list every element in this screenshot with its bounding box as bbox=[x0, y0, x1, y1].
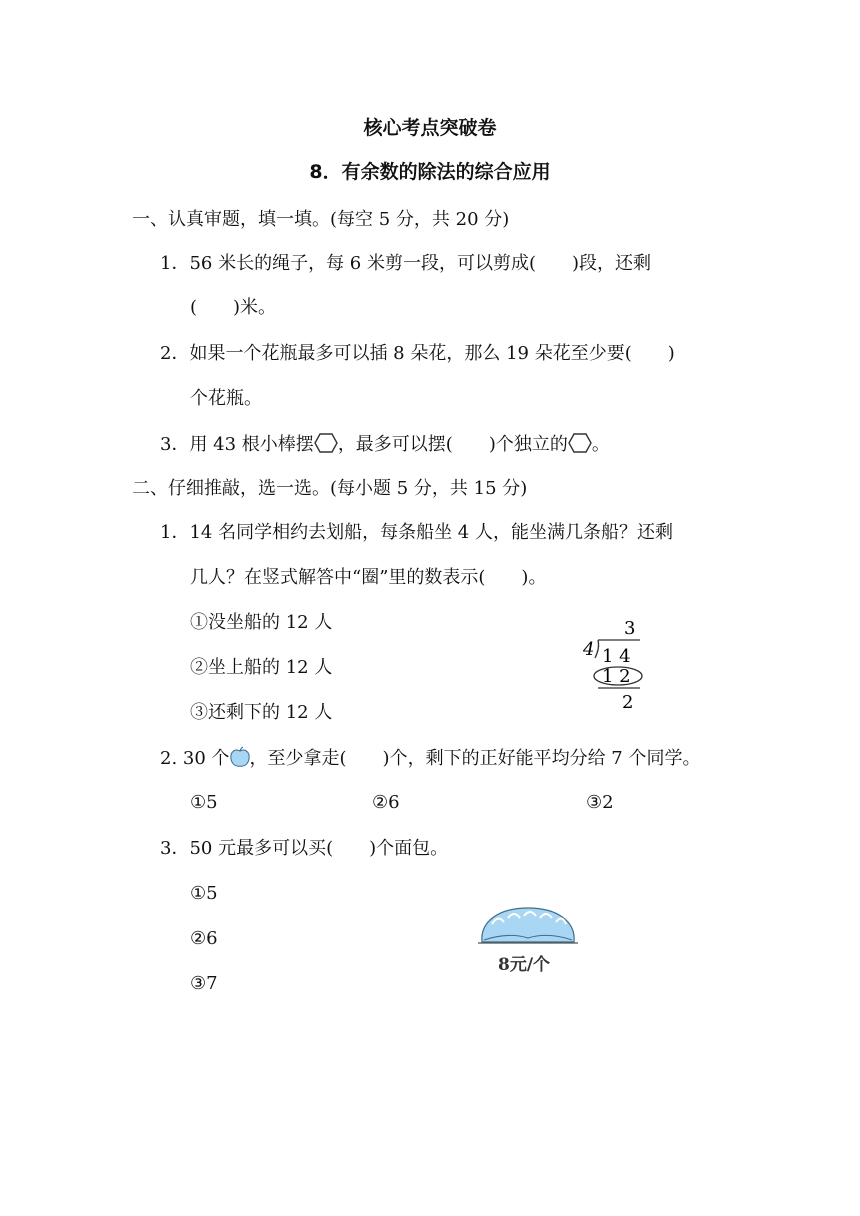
division-divisor: 4 bbox=[583, 639, 595, 660]
section1-heading: 一、认真审题，填一填。(每空 5 分，共 20 分) bbox=[132, 209, 510, 230]
division-product: 1 2 bbox=[602, 666, 631, 687]
s2-q1-line1: 1．14 名同学相约去划船，每条船坐 4 人，能坐满几条船？还剩 bbox=[160, 522, 673, 543]
s1-q1-line1: 1．56 米长的绳子，每 6 米剪一段，可以剪成( )段，还剩 bbox=[160, 253, 652, 274]
division-remainder: 2 bbox=[622, 692, 634, 712]
long-division bbox=[578, 612, 658, 712]
s2-q1-option-2: ②坐上船的 12 人 bbox=[190, 657, 333, 678]
page-title: 核心考点突破卷 bbox=[363, 117, 497, 139]
section2-heading: 二、仔细推敲，选一选。(每小题 5 分，共 15 分) bbox=[132, 478, 528, 499]
division-quotient: 3 bbox=[624, 618, 636, 639]
s1-q2-line1: 2．如果一个花瓶最多可以插 8 朵花，那么 19 朵花至少要( ) bbox=[160, 343, 675, 364]
s1-q3 bbox=[160, 432, 610, 457]
s1-q3-after: 。 bbox=[591, 434, 610, 455]
s2-q1-line2: 几人？在竖式解答中“圈”里的数表示( )。 bbox=[190, 567, 547, 588]
s2-q3-option-1: ①5 bbox=[190, 883, 218, 904]
s2-q2 bbox=[160, 746, 700, 771]
s1-q3-middle: ，最多可以摆( )个独立的 bbox=[337, 434, 568, 455]
s1-q3-before: 3．用 43 根小棒摆 bbox=[160, 434, 314, 455]
division-dividend: 1 4 bbox=[602, 646, 631, 667]
hexagon-icon bbox=[568, 432, 592, 454]
s2-q3-line1: 3．50 元最多可以买( )个面包。 bbox=[160, 838, 449, 859]
s2-q3-option-3: ③7 bbox=[190, 973, 218, 994]
s2-q3-option-2: ②6 bbox=[190, 928, 218, 949]
s2-q2-option-3: ③2 bbox=[586, 792, 614, 813]
s2-q2-option-1: ①5 bbox=[190, 792, 218, 813]
s2-q1-option-1: ①没坐船的 12 人 bbox=[190, 612, 333, 633]
s2-q1-option-3: ③还剩下的 12 人 bbox=[190, 702, 333, 723]
hexagon-icon bbox=[314, 432, 338, 454]
apple-icon bbox=[230, 746, 250, 768]
bread-price: 8元/个 bbox=[498, 955, 551, 975]
s2-q2-after: ，至少拿走( )个，剩下的正好能平均分给 7 个同学。 bbox=[249, 748, 701, 769]
s1-q1-line2: ( )米。 bbox=[190, 297, 277, 318]
s2-q2-option-2: ②6 bbox=[372, 792, 400, 813]
page-subtitle: 8．有余数的除法的综合应用 bbox=[309, 161, 551, 183]
bread-icon bbox=[478, 902, 578, 948]
s2-q2-before: 2. 30 个 bbox=[160, 748, 230, 769]
s1-q2-line2: 个花瓶。 bbox=[190, 388, 262, 409]
